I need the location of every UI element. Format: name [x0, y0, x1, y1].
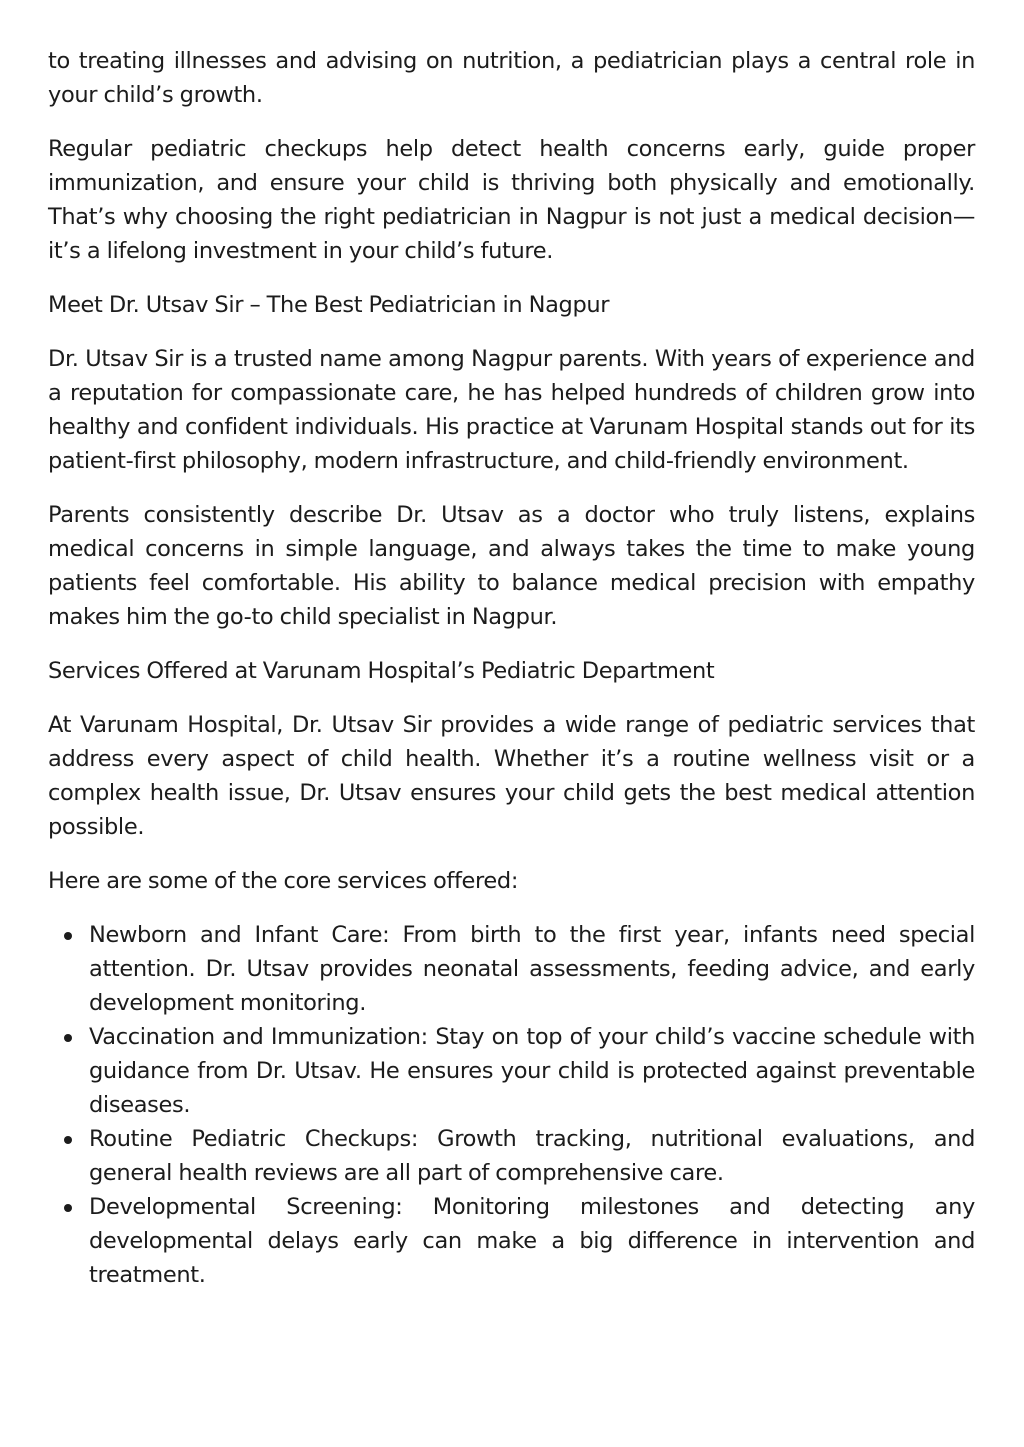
- list-item: [89, 1190, 975, 1292]
- paragraph-services-intro: At Varunam Hospital, Dr. Utsav Sir provides a wide range of pediatric services that address every aspect of child health. Whether it’s a routine wellness visit or a complex health issue, Dr. Utsav ensures your child gets the best medical attention possible.: [48, 712, 975, 840]
- paragraph-parents-describe: Parents consistently describe Dr. Utsav as a doctor who truly listens, explains medical concerns in simple language, and always takes the time to make young patients feel comfortable. His ability to balance medical precision with empathy makes him the go-to child specialist in Nagpur.: [48, 502, 975, 630]
- list-item-text: Vaccination and Immunization: Stay on top of your child’s vaccine schedule with guidance from Dr. Utsav. He ensures your child is protected against preventable diseases.: [89, 1024, 975, 1118]
- paragraph-core-services-lead: Here are some of the core services offered:: [48, 868, 519, 894]
- list-item: [89, 1020, 975, 1122]
- list-item-text: Developmental Screening: Monitoring milestones and detecting any developmental delays early can make a big difference in intervention and treatment.: [89, 1194, 975, 1288]
- document-page: [48, 44, 975, 1292]
- list-item: [89, 1122, 975, 1190]
- bullet-icon: [64, 1034, 72, 1042]
- list-item-text: Newborn and Infant Care: From birth to the first year, infants need special attention. Dr. Utsav provides neonatal assessments, feeding advice, and early development monitoring.: [89, 922, 975, 1016]
- paragraph-intro-continued: to treating illnesses and advising on nutrition, a pediatrician plays a central role in your child’s growth.: [48, 48, 975, 108]
- paragraph-checkups: Regular pediatric checkups help detect health concerns early, guide proper immunization, and ensure your child is thriving both physically and emotionally. That’s why choosing the right pediatrician in Nagpur is not just a medical decision—it’s a lifelong investment in your child’s future.: [48, 136, 975, 264]
- section-heading-services: Services Offered at Varunam Hospital’s Pediatric Department: [48, 658, 715, 684]
- list-item-text: Routine Pediatric Checkups: Growth tracking, nutritional evaluations, and general health reviews are all part of comprehensive care.: [89, 1126, 975, 1186]
- list-item: [89, 918, 975, 1020]
- bullet-icon: [64, 932, 72, 940]
- bullet-icon: [64, 1136, 72, 1144]
- services-list: [48, 918, 975, 1292]
- paragraph-trusted-name: Dr. Utsav Sir is a trusted name among Nagpur parents. With years of experience and a reputation for compassionate care, he has helped hundreds of children grow into healthy and confident individuals. His practice at Varunam Hospital stands out for its patient-first philosophy, modern infrastructure, and child-friendly environment.: [48, 346, 975, 474]
- bullet-icon: [64, 1204, 72, 1212]
- section-heading-meet-doctor: Meet Dr. Utsav Sir – The Best Pediatrician in Nagpur: [48, 292, 610, 318]
